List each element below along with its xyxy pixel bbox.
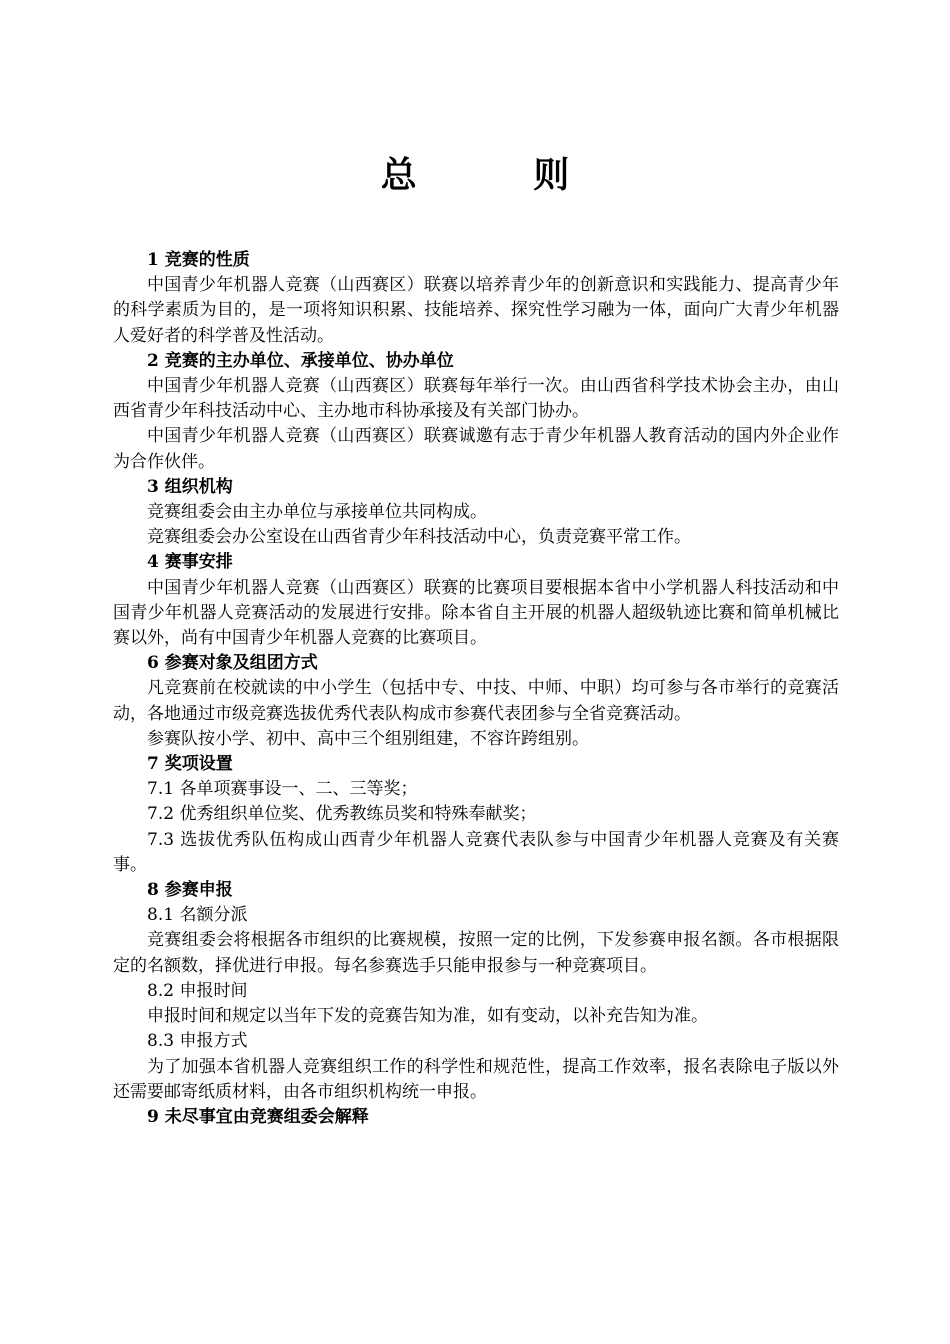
section-heading: 1 竞赛的性质 (147, 250, 250, 270)
body-paragraph: 参赛队按小学、初中、高中三个组别组建，不容许跨组别。 (147, 728, 589, 749)
body-paragraph: 7.2 优秀组织单位奖、优秀教练员奖和特殊奉献奖； (147, 804, 537, 825)
body-paragraph: 中国青少年机器人竞赛（山西赛区）联赛以培养青少年的创新意识和实践能力、提高青少年的科学素质为目的，是一项将知识积累、技能培养、探究性学习融为一体，面向广大青少年机器人爱好者的科学普及性活动。 (113, 275, 839, 346)
body-paragraph: 竞赛组委会将根据各市组织的比赛规模，按照一定的比例，下发参赛申报名额。各市根据限定的名额数，择优进行申报。每名参赛选手只能申报参与一种竞赛项目。 (113, 930, 839, 976)
document-body (113, 248, 839, 1130)
page-title: 总 则 (380, 155, 622, 196)
body-paragraph: 竞赛组委会由主办单位与承接单位共同构成。 (147, 502, 487, 523)
section-heading: 9 未尽事宜由竞赛组委会解释 (147, 1106, 369, 1127)
section-heading: 7 奖项设置 (147, 754, 233, 775)
section-heading: 2 竞赛的主办单位、承接单位、协办单位 (147, 350, 454, 371)
section-heading: 4 赛事安排 (147, 552, 233, 573)
section-heading: 6 参赛对象及组团方式 (147, 653, 318, 674)
section-heading: 3 组织机构 (147, 476, 233, 497)
body-paragraph: 中国青少年机器人竞赛（山西赛区）联赛诚邀有志于青少年机器人教育活动的国内外企业作为合作伙伴。 (113, 426, 839, 472)
subsection-label: 8.2 申报时间 (147, 980, 248, 1001)
body-paragraph: 7.1 各单项赛事设一、二、三等奖； (147, 779, 418, 800)
body-paragraph: 凡竞赛前在校就读的中小学生（包括中专、中技、中师、中职）均可参与各市举行的竞赛活动，各地通过市级竞赛选拔优秀代表队构成市参赛代表团参与全省竞赛活动。 (113, 678, 839, 724)
body-paragraph: 申报时间和规定以当年下发的竞赛告知为准，如有变动，以补充告知为准。 (147, 1006, 708, 1027)
subsection-label: 8.1 名额分派 (147, 905, 248, 926)
body-paragraph: 竞赛组委会办公室设在山西省青少年科技活动中心，负责竞赛平常工作。 (147, 527, 691, 548)
body-paragraph: 中国青少年机器人竞赛（山西赛区）联赛每年举行一次。由山西省科学技术协会主办，由山西省青少年科技活动中心、主办地市科协承接及有关部门协办。 (113, 376, 839, 422)
subsection-label: 8.3 申报方式 (147, 1031, 248, 1052)
body-paragraph: 中国青少年机器人竞赛（山西赛区）联赛的比赛项目要根据本省中小学机器人科技活动和中国青少年机器人竞赛活动的发展进行安排。除本省自主开展的机器人超级轨迹比赛和简单机械比赛以外，尚有中国青少年机器人竞赛的比赛项目。 (113, 577, 839, 649)
body-paragraph: 为了加强本省机器人竞赛组织工作的科学性和规范性，提高工作效率，报名表除电子版以外还需要邮寄纸质材料，由各市组织机构统一申报。 (113, 1056, 839, 1102)
section-heading: 8 参赛申报 (147, 880, 233, 901)
body-paragraph: 7.3 选拔优秀队伍构成山西青少年机器人竞赛代表队参与中国青少年机器人竞赛及有关赛事。 (113, 829, 839, 875)
